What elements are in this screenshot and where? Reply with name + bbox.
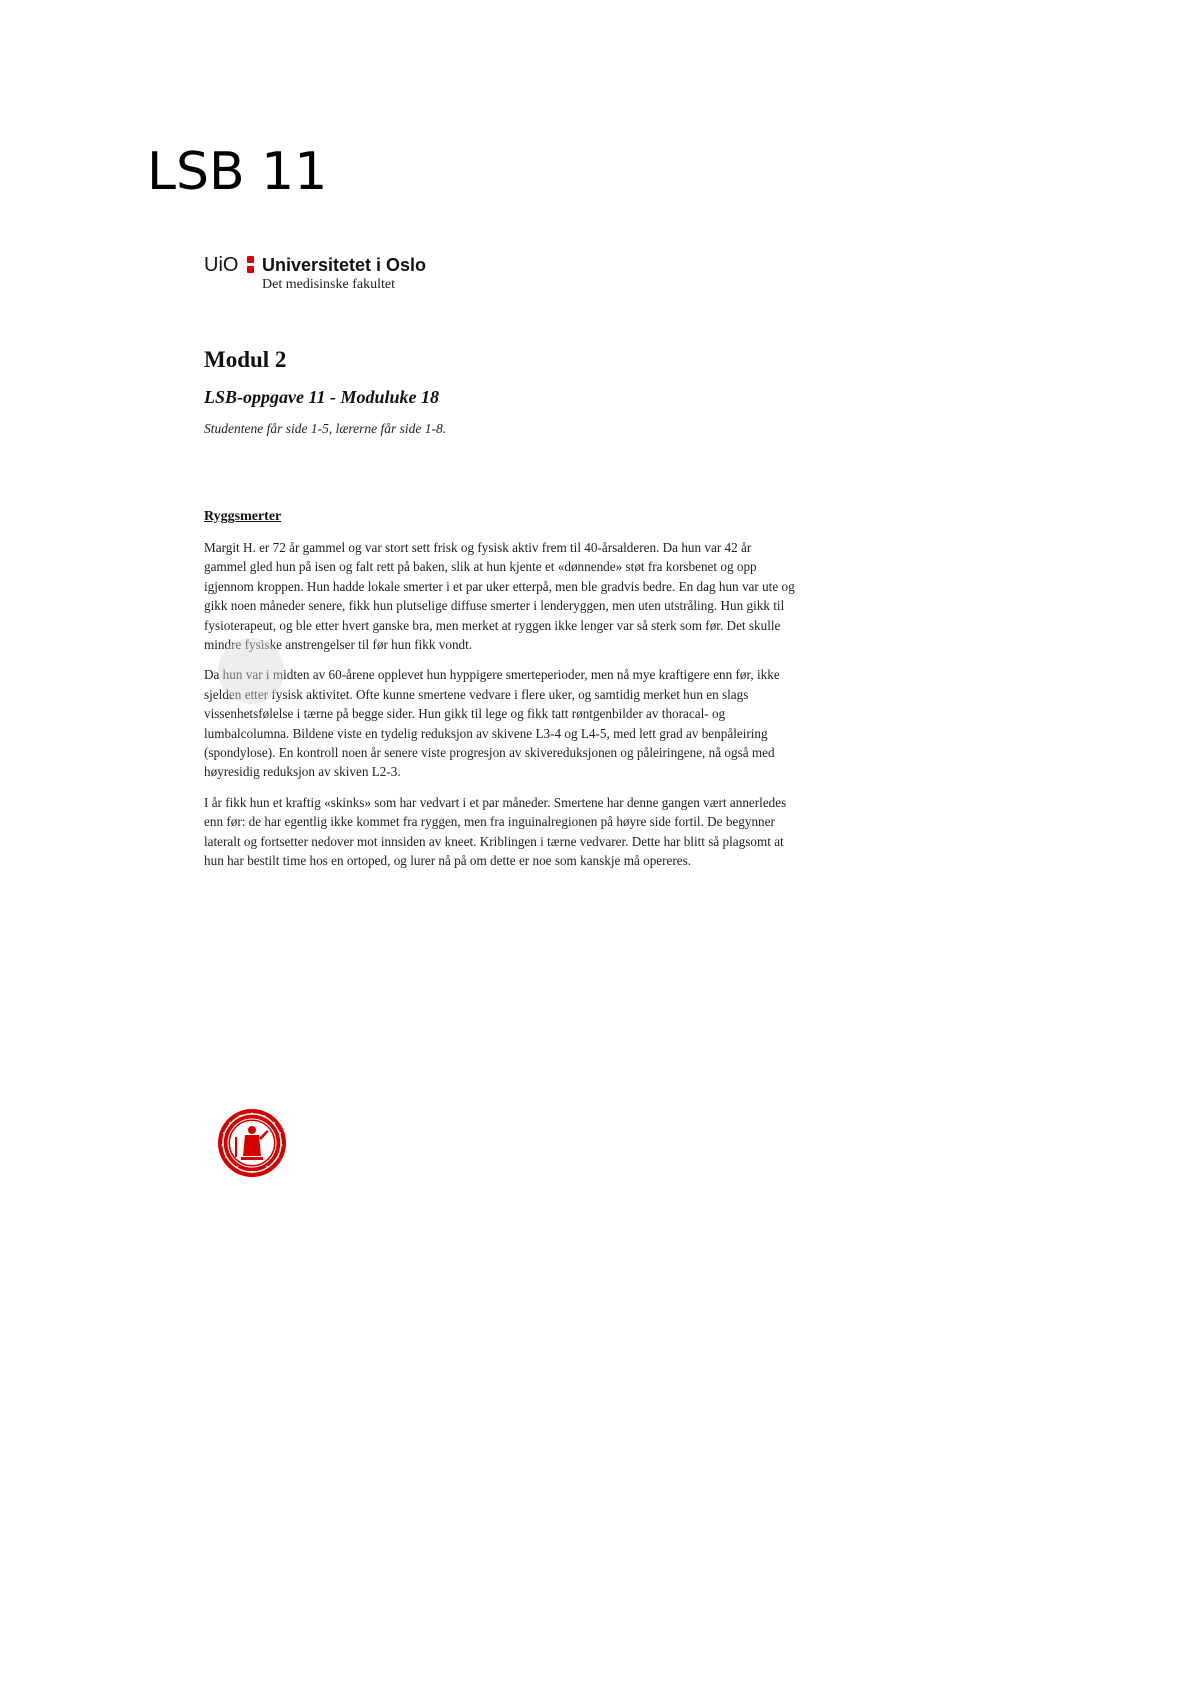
case-heading: Ryggsmerter (204, 509, 282, 524)
case-paragraph: Da hun var i midten av 60-årene opplevet hun hyppigere smerteperioder, men nå mye kraftigere enn før, ikke sjelden etter fysisk aktivitet. Ofte kunne smertene vedvare i flere uker, og samtidig merket hun en slags vissenhetsfølelse i tærne på begge sider. Hun gikk til lege og fikk tatt røntgenbilder av thoracal- og lumbalcolumna. Bildene viste en tydelig reduksjon av skivene L3-4 og L4-5, med lett grad av benpåleiring (spondylose). En kontroll noen år senere viste progresjon av skivereduksjonen og påleiringene, nå også med høyresidig reduksjon av skiven L2-3. (204, 667, 780, 780)
distribution-note: Studentene får side 1-5, lærerne får side 1-8. (204, 421, 447, 436)
uio-abbreviation: UiO (204, 254, 239, 276)
university-name: Universitetet i Oslo (262, 255, 427, 275)
university-logo (204, 253, 764, 293)
university-seal-icon (217, 1108, 287, 1178)
faculty-name: Det medisinske fakultet (262, 277, 395, 292)
page-title: LSB 11 (147, 142, 328, 202)
uio-dots-icon (247, 256, 255, 274)
case-paragraph: Margit H. er 72 år gammel og var stort sett frisk og fysisk aktiv frem til 40-årsalderen. Da hun var 42 år gammel gled hun på isen og falt rett på baken, slik at hun kjente et «dønnende» støt fra korsbenet og opp igjennom kroppen. Hun hadde lokale smerter i et par uker etterpå, men ble gradvis bedre. En dag hun var ute og gikk noen måneder senere, fikk hun plutselige diffuse smerter i lenderyggen, men uten utstråling. Hun gikk til fysioterapeut, og ble etter hvert ganske bra, men merket at ryggen ikke lenger var så sterk som før. Det skulle mindre fysiske anstrengelser til før hun fikk vondt. (204, 540, 795, 653)
case-paragraph: I år fikk hun et kraftig «skinks» som har vedvart i et par måneder. Smertene har denne gangen vært annerledes enn før: de har egentlig ikke kommet fra ryggen, men fra inguinalregionen på høyre side fortil. De begynner lateralt og fortsetter nedover mot innsiden av kneet. Kriblingen i tærne vedvarer. Dette har blitt så plagsomt at hun har bestilt time hos en ortoped, og lurer nå på om dette er noe som kanskje må opereres. (204, 794, 787, 869)
task-title: LSB-oppgave 11 - Moduluke 18 (204, 387, 440, 407)
scan-smudge (218, 638, 284, 704)
case-body (204, 538, 796, 882)
module-title: Modul 2 (204, 347, 287, 372)
